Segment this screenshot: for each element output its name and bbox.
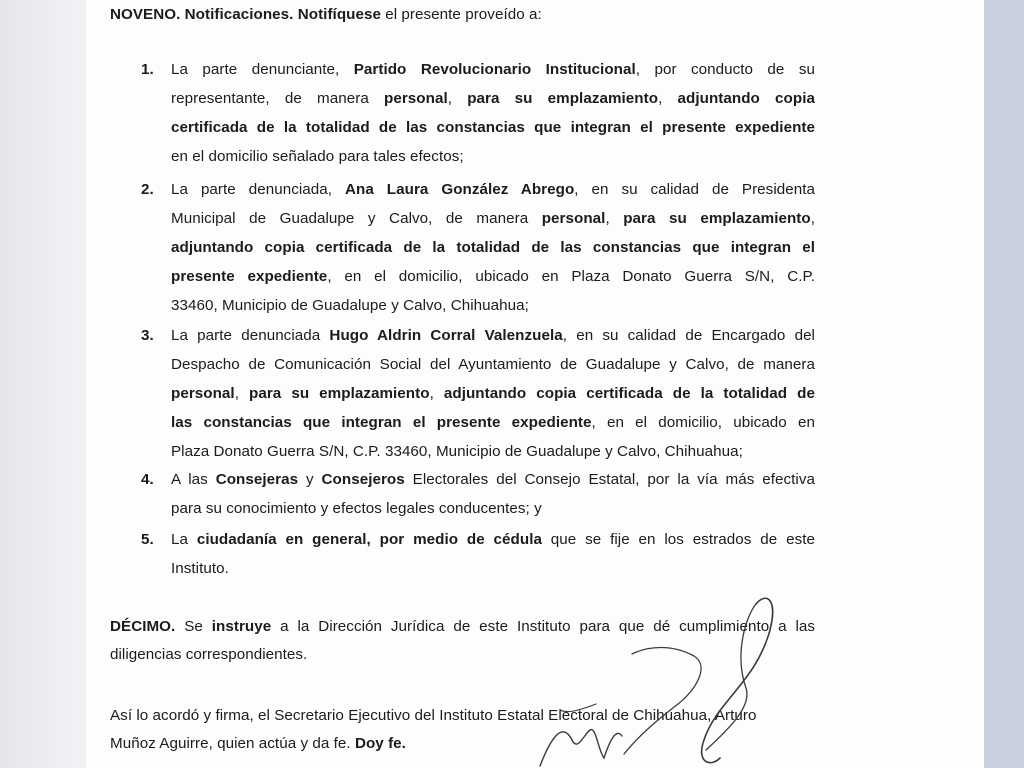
bold-text: Partido Revolucionario Institucional bbox=[353, 61, 636, 78]
text: Municipal de Guadalupe y Calvo, de manera bbox=[171, 210, 542, 227]
handwritten-signature bbox=[520, 590, 820, 768]
text: , en su calidad de Encargado del bbox=[562, 327, 815, 344]
text: La parte denunciada, bbox=[171, 181, 346, 198]
text: La bbox=[171, 531, 197, 548]
bold-text: ciudadanía en general, por medio de cédula bbox=[196, 531, 542, 548]
list-item-line bbox=[171, 60, 815, 80]
bold-text: certificada de la totalidad de las constancias que integran el presente expediente bbox=[171, 119, 815, 136]
bold-text: para su emplazamiento bbox=[467, 90, 659, 107]
text: Despacho de Comunicación Social del Ayuntamiento de Guadalupe y Calvo, de manera bbox=[171, 356, 815, 373]
doy-fe: Doy fe. bbox=[354, 735, 406, 752]
text: 33460, Municipio de Guadalupe y Calvo, Chihuahua; bbox=[171, 297, 529, 314]
text: , por conducto de su bbox=[635, 61, 815, 78]
text: para su conocimiento y efectos legales conducentes; y bbox=[171, 500, 542, 517]
bold-text: Ana Laura González Abrego bbox=[345, 181, 575, 198]
text: , bbox=[605, 210, 624, 227]
decimo-heading: DÉCIMO. bbox=[110, 618, 176, 635]
noveno-rest: el presente proveído a: bbox=[380, 6, 542, 23]
text: La parte denunciante, bbox=[171, 61, 354, 78]
list-item-line bbox=[171, 559, 229, 579]
noveno-heading: NOVENO. Notificaciones. bbox=[110, 6, 294, 23]
bold-text: personal bbox=[541, 210, 606, 227]
list-item-line bbox=[171, 442, 743, 462]
list-item-number: 4. bbox=[141, 471, 154, 488]
list-item-line bbox=[171, 326, 815, 346]
text: , en el domicilio, ubicado en Plaza Donato Guerra S/N, C.P. bbox=[327, 268, 815, 285]
list-item-line bbox=[171, 180, 815, 200]
text: A las bbox=[171, 471, 216, 488]
text: , bbox=[234, 385, 250, 402]
list-item-line bbox=[171, 89, 815, 109]
bold-text: para su emplazamiento bbox=[249, 385, 430, 402]
decimo-text-rest: a la Dirección Jurídica de este Instituto para que dé cumplimiento a las bbox=[271, 618, 816, 635]
list-item-line bbox=[171, 267, 815, 287]
text: que se fije en los estrados de este bbox=[541, 531, 815, 548]
list-item-line bbox=[171, 209, 815, 229]
list-item-line bbox=[171, 355, 815, 375]
bold-text: Consejeros bbox=[321, 471, 405, 488]
noveno-paragraph bbox=[110, 5, 542, 25]
bold-text: adjuntando copia certificada de la totalidad de bbox=[443, 385, 815, 402]
bold-text: personal bbox=[171, 385, 235, 402]
decimo-text: Se bbox=[175, 618, 212, 635]
text: , bbox=[429, 385, 444, 402]
bold-text: personal bbox=[384, 90, 448, 107]
bold-text: adjuntando copia bbox=[677, 90, 815, 107]
decimo-verb: instruye bbox=[211, 618, 272, 635]
bold-text: las constancias que integran el presente expediente bbox=[171, 414, 592, 431]
text: , en su calidad de Presidenta bbox=[574, 181, 815, 198]
list-item-line bbox=[171, 118, 815, 138]
text: representante, de manera bbox=[171, 90, 385, 107]
scan-left-margin bbox=[0, 0, 86, 768]
closing-line-1: Así lo acordó y firma, el Secretario Ejecutivo del Instituto Estatal Electoral de Chihuahua, Arturo bbox=[110, 707, 757, 724]
text: , bbox=[447, 90, 468, 107]
bold-text: para su emplazamiento bbox=[623, 210, 811, 227]
text: Electorales del Consejo Estatal, por la vía más efectiva bbox=[404, 471, 815, 488]
bold-text: Consejeras bbox=[215, 471, 299, 488]
closing-text: Muñoz Aguirre, quien actúa y da fe. bbox=[110, 735, 355, 752]
scan-right-border bbox=[984, 0, 1024, 768]
closing-line-2 bbox=[110, 734, 406, 754]
text: La parte denunciada bbox=[171, 327, 330, 344]
list-item-line bbox=[171, 499, 542, 519]
decimo-line-2: diligencias correspondientes. bbox=[110, 646, 308, 663]
list-item-number: 5. bbox=[141, 531, 154, 548]
text: Instituto. bbox=[171, 560, 229, 577]
bold-text: presente expediente bbox=[171, 268, 328, 285]
list-item-number: 1. bbox=[141, 61, 154, 78]
list-item-line bbox=[171, 470, 815, 490]
text: , bbox=[658, 90, 678, 107]
list-item-number: 3. bbox=[141, 327, 154, 344]
text: , en el domicilio, ubicado en bbox=[591, 414, 815, 431]
text: en el domicilio señalado para tales efectos; bbox=[171, 148, 464, 165]
list-item-line bbox=[171, 384, 815, 404]
list-item-number: 2. bbox=[141, 181, 154, 198]
text: , bbox=[810, 210, 816, 227]
noveno-verb: Notifíquese bbox=[297, 6, 381, 23]
text: Plaza Donato Guerra S/N, C.P. 33460, Municipio de Guadalupe y Calvo, Chihuahua; bbox=[171, 443, 743, 460]
list-item-line bbox=[171, 147, 464, 167]
bold-text: adjuntando copia certificada de la totalidad de las constancias que integran el bbox=[171, 239, 815, 256]
list-item-line bbox=[171, 296, 529, 316]
bold-text: Hugo Aldrin Corral Valenzuela bbox=[329, 327, 563, 344]
list-item-line bbox=[171, 530, 815, 550]
text: y bbox=[298, 471, 322, 488]
list-item-line bbox=[171, 238, 815, 258]
list-item-line bbox=[171, 413, 815, 433]
